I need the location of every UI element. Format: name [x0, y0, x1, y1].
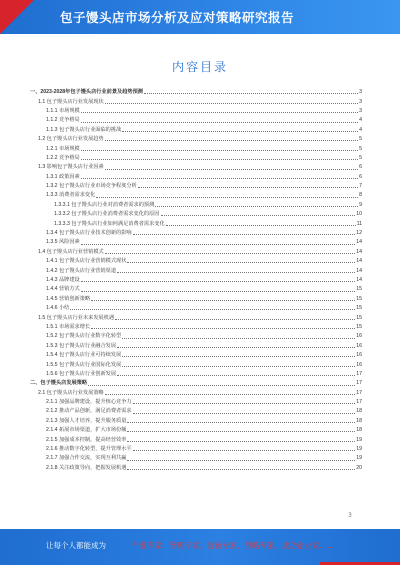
toc-entry-page: 6 — [359, 164, 362, 171]
toc-entry-label: 1.3.4 包子馒头店行业技术创新的影响 — [46, 230, 132, 237]
toc-entry-label: 1.1.1 市场规模 — [46, 107, 80, 114]
toc-entry-page: 14 — [356, 267, 362, 274]
toc-entry-label: 1.3.1 政策因素 — [46, 173, 80, 180]
toc-entry-page: 10 — [356, 211, 362, 218]
toc-entry[interactable] — [30, 246, 362, 255]
toc-entry-label: 1.3.3 消费者需求变化 — [46, 192, 96, 199]
page-marker: 3 — [348, 512, 352, 519]
toc-leader-dots — [166, 225, 356, 226]
toc-entry-page: 5 — [359, 136, 362, 143]
toc-leader-dots — [127, 469, 355, 470]
toc-leader-dots — [117, 347, 355, 348]
toc-entry[interactable] — [30, 189, 362, 198]
toc-entry-label: 1.4.5 营销创新策略 — [46, 295, 91, 302]
toc-entry-page: 15 — [356, 286, 362, 293]
toc-leader-dots — [96, 197, 358, 198]
toc-entry-page: 5 — [359, 145, 362, 152]
toc-entry-page: 16 — [356, 352, 362, 359]
toc-entry-label: 1.4.1 包子馒头店行业营销模式现状 — [46, 258, 127, 265]
toc-entry[interactable] — [30, 227, 362, 236]
toc-leader-dots — [105, 394, 356, 395]
toc-entry-page: 18 — [356, 427, 362, 434]
toc-entry-page: 3 — [359, 107, 362, 114]
toc-entry[interactable] — [30, 217, 362, 226]
toc-leader-dots — [91, 328, 355, 329]
toc-entry-page: 7 — [359, 183, 362, 190]
toc-entry-page: 14 — [356, 248, 362, 255]
footer-band — [0, 529, 400, 565]
header-band — [0, 0, 400, 34]
toc-entry[interactable] — [30, 377, 362, 386]
toc-leader-dots — [70, 309, 355, 310]
toc-entry[interactable] — [30, 302, 362, 311]
toc-entry-page: 19 — [356, 455, 362, 462]
toc-entry[interactable] — [30, 340, 362, 349]
toc-entry[interactable] — [30, 452, 362, 461]
toc-entry-label: 1.5.2 包子馒头店行业数字化转型 — [46, 333, 122, 340]
toc-entry-page: 16 — [356, 361, 362, 368]
toc-entry[interactable] — [30, 358, 362, 367]
toc-entry[interactable] — [30, 124, 362, 133]
table-of-contents — [30, 86, 362, 471]
toc-entry-label: 1.3.3.2 包子馒头店行业消费者需求变化的原因 — [54, 211, 160, 218]
toc-entry[interactable] — [30, 274, 362, 283]
toc-entry[interactable] — [30, 255, 362, 264]
toc-leader-dots — [133, 234, 356, 235]
toc-leader-dots — [88, 385, 355, 386]
toc-entry-label: 1.3.5 风险因素 — [46, 239, 80, 246]
toc-entry-page: 9 — [359, 201, 362, 208]
header-red-corner — [0, 0, 34, 34]
toc-entry[interactable] — [30, 321, 362, 330]
toc-entry-label: 1.5.3 包子馒头店行业融合发展 — [46, 342, 117, 349]
toc-leader-dots — [144, 93, 358, 94]
toc-entry-page: 15 — [356, 323, 362, 330]
toc-leader-dots — [138, 187, 358, 188]
toc-leader-dots — [81, 112, 358, 113]
toc-leader-dots — [127, 441, 355, 442]
toc-entry[interactable] — [30, 264, 362, 273]
toc-entry[interactable] — [30, 396, 362, 405]
toc-entry-label: 2.1.3 加强人才培养，提升服务质量 — [46, 417, 127, 424]
toc-entry-page: 16 — [356, 342, 362, 349]
toc-entry-page: 8 — [359, 192, 362, 199]
toc-entry-page: 17 — [356, 370, 362, 377]
toc-entry-page: 11 — [356, 220, 362, 227]
toc-entry[interactable] — [30, 283, 362, 292]
toc-entry-page: 17 — [356, 389, 362, 396]
toc-entry-page: 5 — [359, 154, 362, 161]
toc-leader-dots — [127, 262, 355, 263]
toc-leader-dots — [117, 272, 355, 273]
toc-entry-label: 1.4.6 小结 — [46, 305, 70, 312]
toc-leader-dots — [122, 366, 355, 367]
toc-leader-dots — [155, 206, 358, 207]
toc-entry[interactable] — [30, 180, 362, 189]
toc-entry-label: 1.2 包子馒头店行业发展趋势 — [38, 136, 104, 143]
toc-entry[interactable] — [30, 405, 362, 414]
toc-leader-dots — [81, 178, 358, 179]
toc-entry[interactable] — [30, 133, 362, 142]
toc-entry[interactable] — [30, 330, 362, 339]
toc-entry-page: 12 — [356, 230, 362, 237]
toc-entry-page: 20 — [356, 464, 362, 471]
toc-leader-dots — [122, 131, 358, 132]
toc-entry-label: 2.1.8 关注政策导向，把握发展机遇 — [46, 464, 127, 471]
toc-entry-label: 1.5 包子馒头店行业未来发展机遇 — [38, 314, 115, 321]
toc-entry-label: 1.4 包子馒头店行业营销模式 — [38, 248, 104, 255]
toc-entry-label: 1.5.6 包子馒头店行业创新发展 — [46, 370, 117, 377]
toc-entry-label: 2.1 包子馒头店行业发展策略 — [38, 389, 104, 396]
toc-leader-dots — [81, 159, 358, 160]
toc-leader-dots — [133, 450, 356, 451]
toc-entry[interactable] — [30, 236, 362, 245]
toc-leader-dots — [115, 319, 355, 320]
toc-entry[interactable] — [30, 208, 362, 217]
toc-entry[interactable] — [30, 462, 362, 471]
toc-leader-dots — [117, 375, 355, 376]
toc-entry-page: 6 — [359, 173, 362, 180]
toc-entry[interactable] — [30, 433, 362, 442]
toc-leader-dots — [122, 356, 355, 357]
toc-entry-page: 3 — [359, 98, 362, 105]
toc-entry-label: 1.1.2 竞争格局 — [46, 117, 80, 124]
toc-leader-dots — [105, 253, 356, 254]
toc-entry[interactable] — [30, 311, 362, 320]
toc-entry[interactable] — [30, 349, 362, 358]
toc-entry-label: 1.2.1 市场规模 — [46, 145, 80, 152]
toc-entry[interactable] — [30, 171, 362, 180]
toc-entry-page: 15 — [356, 305, 362, 312]
toc-entry-label: 1.3 影响包子馒头店行业因素 — [38, 164, 104, 171]
toc-entry-label: 二、包子馒头店发展策略 — [30, 380, 88, 387]
toc-entry-page: 17 — [356, 399, 362, 406]
toc-entry-label: 1.5.1 市场需求增长 — [46, 323, 91, 330]
toc-leader-dots — [127, 422, 355, 423]
toc-entry-label: 1.1.3 包子馒头店行业面临的挑战 — [46, 126, 122, 133]
toc-entry[interactable] — [30, 95, 362, 104]
toc-entry-page: 15 — [356, 314, 362, 321]
toc-entry[interactable] — [30, 424, 362, 433]
toc-entry-label: 1.5.5 包子馒头店行业国际化发展 — [46, 361, 122, 368]
toc-entry-label: 2.1.1 加强品牌建设，提升核心竞争力 — [46, 399, 132, 406]
toc-entry[interactable] — [30, 152, 362, 161]
toc-entry-page: 17 — [356, 380, 362, 387]
toc-entry-label: 2.1.2 推动产品创新，满足消费者需求 — [46, 408, 132, 415]
toc-leader-dots — [81, 244, 355, 245]
toc-leader-dots — [161, 215, 356, 216]
toc-leader-dots — [81, 150, 358, 151]
toc-entry-page: 4 — [359, 117, 362, 124]
toc-entry-page: 18 — [356, 417, 362, 424]
toc-entry-page: 15 — [356, 295, 362, 302]
toc-entry-page: 3 — [359, 89, 362, 96]
toc-entry-label: 2.1.6 推动数字化转型，提升管理水平 — [46, 446, 132, 453]
toc-entry[interactable] — [30, 86, 362, 95]
toc-leader-dots — [127, 431, 355, 432]
toc-entry[interactable] — [30, 114, 362, 123]
footer-slogan: 让每个人都能成为 — [46, 541, 106, 550]
toc-leader-dots — [81, 281, 355, 282]
toc-entry[interactable] — [30, 142, 362, 151]
toc-leader-dots — [133, 403, 356, 404]
toc-leader-dots — [133, 413, 356, 414]
toc-leader-dots — [81, 122, 358, 123]
toc-entry-label: 2.1.7 加强合作交流，实现互利共赢 — [46, 455, 127, 462]
toc-leader-dots — [105, 140, 358, 141]
toc-leader-dots — [127, 460, 355, 461]
toc-entry[interactable] — [30, 161, 362, 170]
toc-entry-label: 1.3.3.1 包子馒头店行业对消费者需求的预测 — [54, 201, 155, 208]
toc-entry-label: 一、2023-2028年包子馒头店行业前景及趋势预测 — [30, 89, 143, 96]
toc-entry-label: 2.1.4 拓展市场渠道，扩大市场份额 — [46, 427, 127, 434]
toc-entry-label: 1.4.2 包子馒头店行业营销渠道 — [46, 267, 117, 274]
toc-entry-page: 4 — [359, 126, 362, 133]
toc-entry-label: 1.3.2 包子馒头店行业市场竞争程度分析 — [46, 183, 137, 190]
toc-entry[interactable] — [30, 415, 362, 424]
toc-entry-page: 14 — [356, 277, 362, 283]
toc-entry-label: 1.2.2 竞争格局 — [46, 154, 80, 161]
toc-entry[interactable] — [30, 293, 362, 302]
toc-entry[interactable] — [30, 368, 362, 377]
toc-entry-page: 18 — [356, 408, 362, 415]
toc-entry-label: 1.5.4 包子馒头店行业可持续发展 — [46, 352, 122, 359]
toc-leader-dots — [91, 300, 355, 301]
toc-entry[interactable] — [30, 443, 362, 452]
report-title: 包子馒头店市场分析及应对策略研究报告 — [60, 10, 295, 25]
toc-entry-page: 14 — [356, 258, 362, 265]
toc-leader-dots — [81, 291, 355, 292]
toc-entry-label: 1.3.3.3 包子馒头店行业如何满足消费者需求变化 — [54, 220, 165, 227]
toc-entry-label: 2.1.5 加强成本控制，提高经营效率 — [46, 436, 127, 443]
toc-entry[interactable] — [30, 105, 362, 114]
toc-entry-page: 19 — [356, 436, 362, 443]
toc-leader-dots — [105, 103, 358, 104]
toc-entry[interactable] — [30, 199, 362, 208]
toc-entry-label: 1.4.4 营销方式 — [46, 286, 80, 293]
toc-leader-dots — [122, 338, 355, 339]
toc-entry[interactable] — [30, 387, 362, 396]
footer-tagline: 行业专家、管理专家、营销专家、战略专家、成功企业家…… — [132, 541, 335, 550]
toc-entry-label: 1.1 包子馒头店行业发展现状 — [38, 98, 104, 105]
toc-entry-label: 1.4.3 品牌建设 — [46, 277, 80, 283]
toc-leader-dots — [105, 169, 358, 170]
toc-heading: 内容目录 — [171, 60, 228, 74]
toc-entry-page: 16 — [356, 333, 362, 340]
toc-entry-page: 14 — [356, 239, 362, 246]
toc-entry-page: 19 — [356, 446, 362, 453]
